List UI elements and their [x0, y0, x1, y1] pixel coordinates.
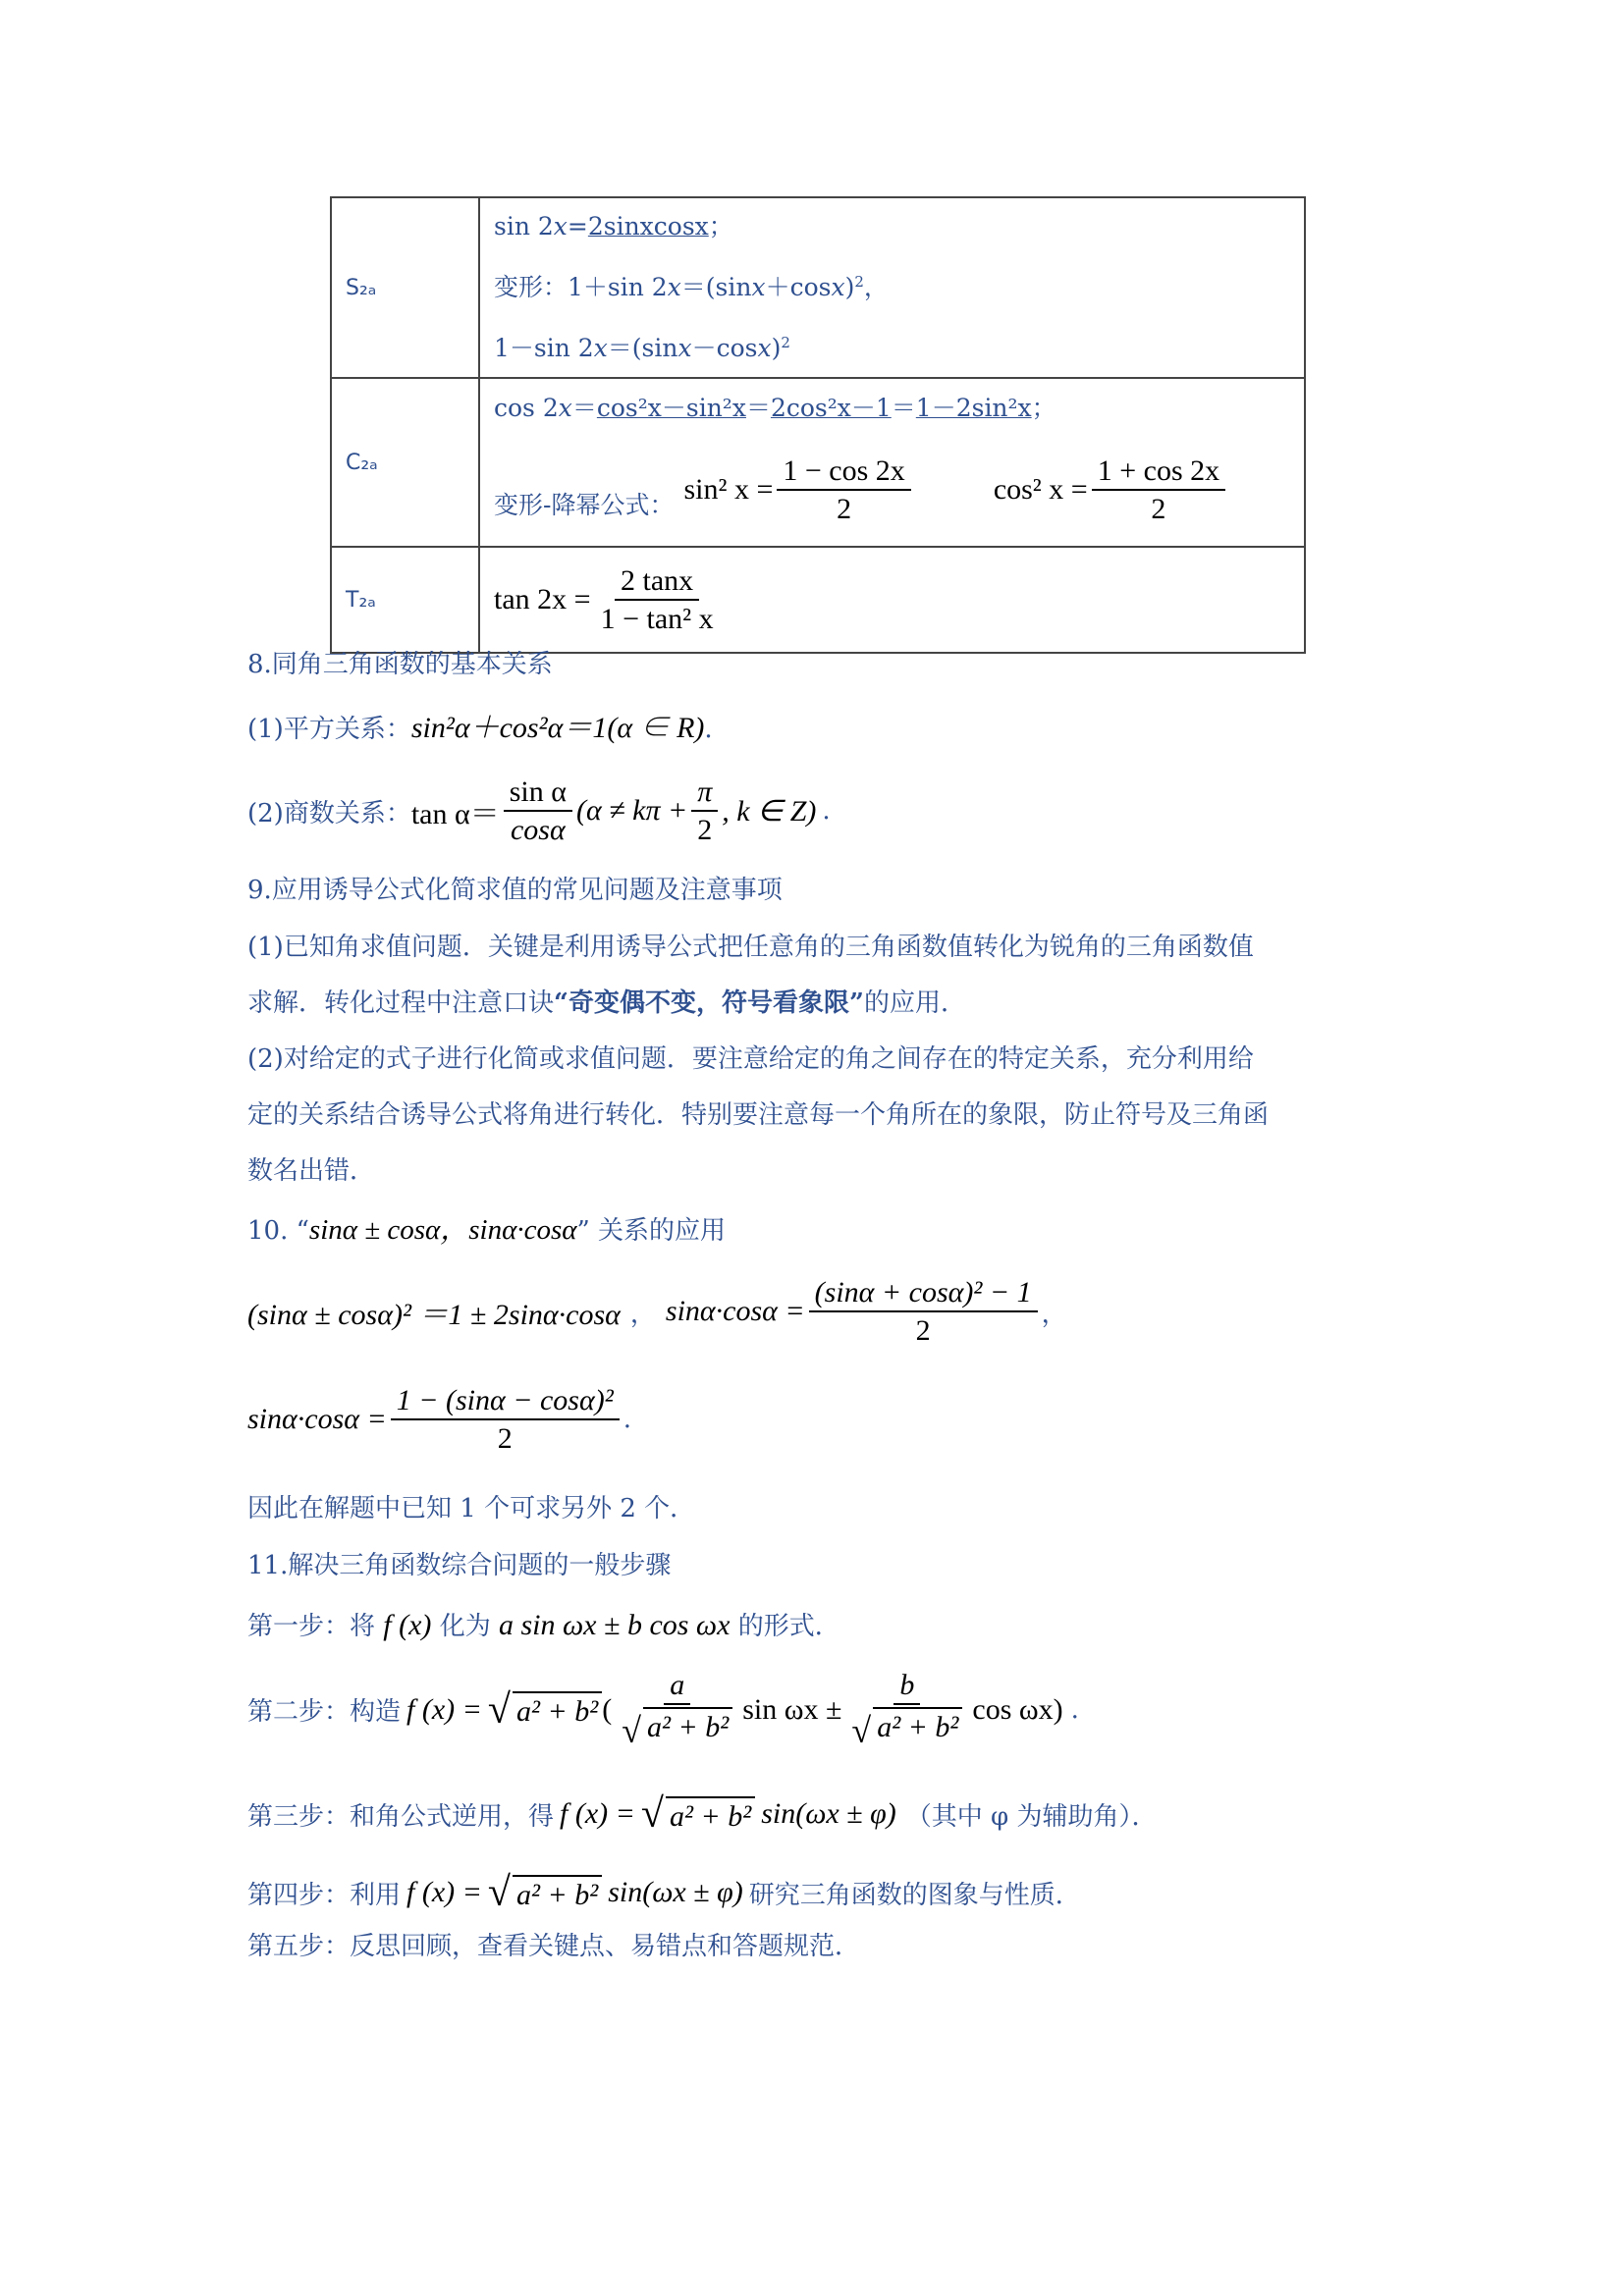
label-s2a: S₂ₐ	[331, 197, 479, 378]
s11-step5: 第五步：反思回顾，查看关键点、易错点和答题规范．	[247, 1932, 861, 1961]
reduce-label: 变形-降幂公式：	[494, 491, 675, 519]
s10-formula-row2: sinα·cosα = $\frac{\text{1 − (sinα − cosα)²}}{2}$ .	[247, 1384, 631, 1455]
s8-p1: (1)平方关系：sin²α＋cos²α＝1(α ∈ R).	[247, 712, 713, 744]
cell-t2a	[479, 547, 1305, 653]
s8-p2: (2)商数关系： tan α＝ $\frac{\text{sin α}}{\cos\alpha}$ (α ≠ kπ + $\frac{\pi}{2}$ , k ∈ Z) .	[247, 775, 831, 846]
s9-p1-line1: (1)已知角求值问题．关键是利用诱导公式把任意角的三角函数值转化为锐角的三角函数值	[247, 933, 1254, 962]
s9-p2-line1: (2)对给定的式子进行化简或求值问题．要注意给定的角之间存在的特定关系，充分利用给	[247, 1044, 1254, 1074]
mnemonic: “奇变偶不变，符号看象限”	[554, 988, 864, 1018]
sin-square-formula: sin² x = $\frac{1 - \cos 2x}{2}$	[683, 454, 914, 541]
c2a-reduce-row	[494, 433, 1303, 541]
s9-p2-line3: 数名出错．	[247, 1156, 376, 1186]
cos-square-formula: cos² x = $\frac{1 + \cos 2x}{2}$	[994, 454, 1229, 541]
s2a-line3: 1－sin $2x=(\sin x-\cos x)^2$	[494, 334, 790, 362]
tan-double-formula: tan 2x = $\frac{2 \tan x}{\text{1 − tan² x}}$	[494, 564, 714, 635]
cell-c2a	[479, 378, 1305, 547]
s8-heading: 8.同角三角函数的基本关系	[247, 650, 553, 679]
s10-heading: 10. “sinα ± cosα，sinα·cosα” 关系的应用	[247, 1214, 727, 1246]
c2a-line1: cos 2x＝cos²x－sin²x＝2cos²x－1＝1－2sin²x；	[494, 394, 1056, 422]
cell-s2a	[479, 197, 1305, 378]
s2a-line2: 变形：1＋sin $2x=(\sin x+\cos x)^2$，	[494, 273, 889, 301]
s9-p1-line2: 求解．转化过程中注意口诀“奇变偶不变，符号看象限”的应用．	[247, 988, 966, 1018]
s9-heading: 9.应用诱导公式化简求值的常见问题及注意事项	[247, 876, 783, 905]
s11-step1: 第一步：将 f (x) 化为 a sin ωx ± b cos ωx 的形式．	[247, 1609, 840, 1641]
s11-step2: 第二步：构造 f (x) = √ a² + b² ( $\frac{a}{\text{√ a² + b²}}$ sin ωx ± $\frac{b}{\text{√ a² + b²}}$ cos ωx) .	[247, 1669, 1079, 1750]
s10-note: 因此在解题中已知 1 个可求另外 2 个．	[247, 1494, 696, 1523]
s11-heading: 11.解决三角函数综合问题的一般步骤	[247, 1551, 672, 1580]
s10-formula-row1: (sinα ± cosα)² ＝1 ± 2sinα·cosα ， sinα·cosα = $\frac{\text{(sinα + cosα)² − 1}}{2}$ ，	[247, 1276, 1067, 1347]
label-t2a: T₂ₐ	[331, 547, 479, 653]
label-c2a: C₂ₐ	[331, 378, 479, 547]
s2a-line1: sin 2x=2sinxcosx；	[494, 212, 733, 240]
s11-step4: 第四步：利用 f (x) = √ a² + b² sin(ωx ± φ) 研究三角函数的图象与性质．	[247, 1870, 1081, 1915]
s9-p2-line2: 定的关系结合诱导公式将角进行转化．特别要注意每一个角所在的象限，防止符号及三角函	[247, 1100, 1270, 1130]
s11-step3: 第三步：和角公式逆用，得 f (x) = √ a² + b² sin(ωx ± φ) （其中 φ 为辅助角）．	[247, 1791, 1158, 1837]
formula-table	[330, 196, 1306, 654]
